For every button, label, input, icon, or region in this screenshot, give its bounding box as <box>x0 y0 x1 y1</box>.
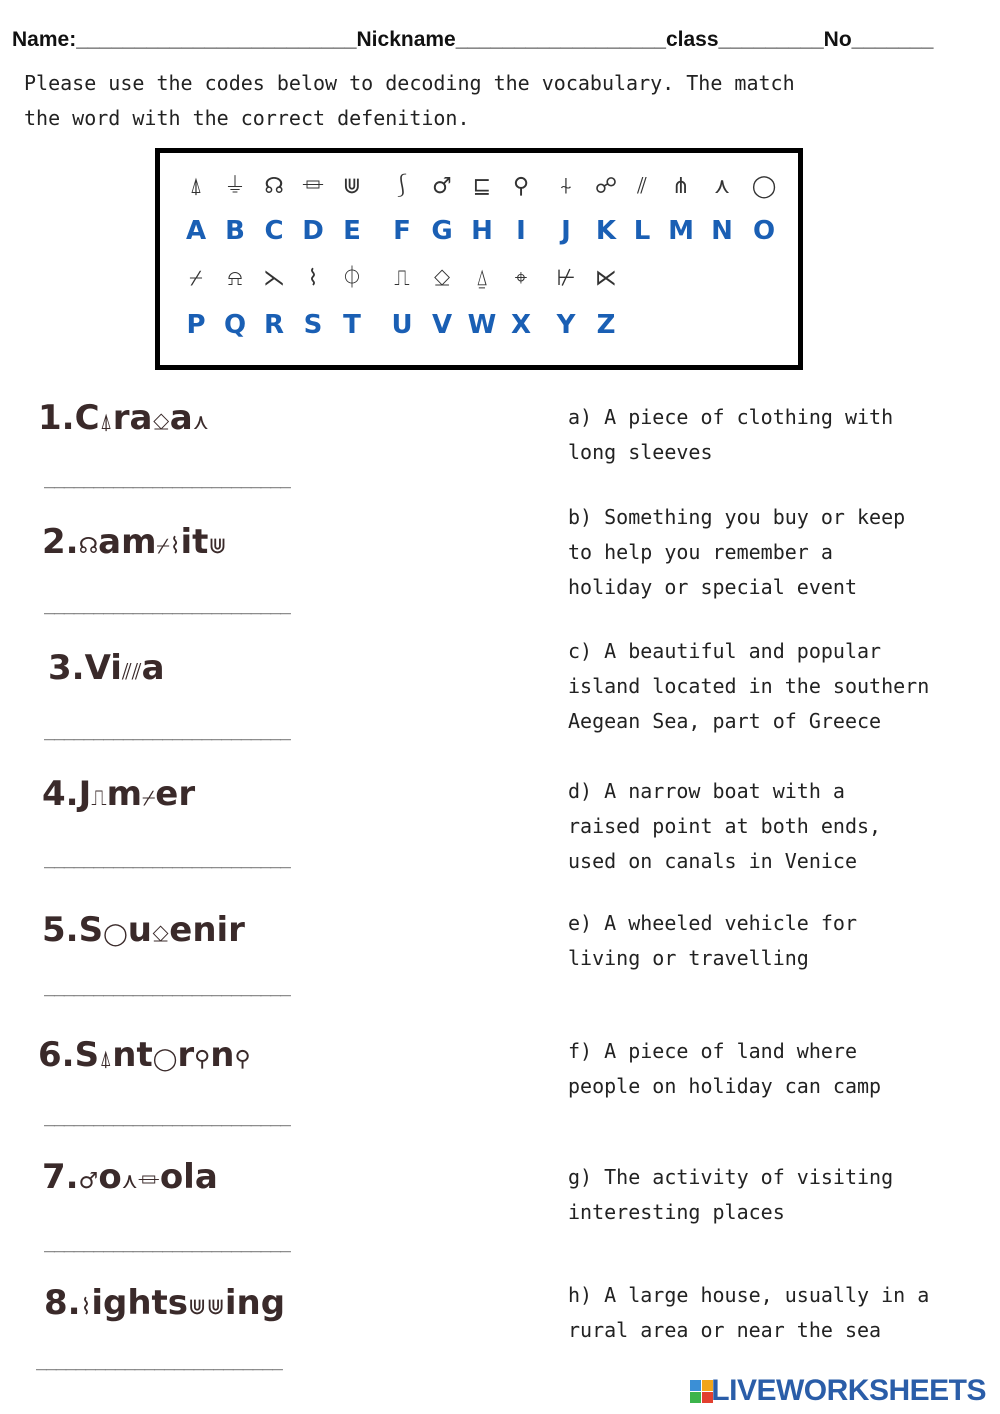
code-letter-3: S <box>303 310 323 340</box>
code-letter-7: H <box>471 216 493 246</box>
answer-blank-6[interactable]: _________________________ <box>44 1106 290 1127</box>
definition-b[interactable] <box>568 500 978 605</box>
code-glyph: ⌿ <box>156 534 170 559</box>
definition-line: d) A narrow boat with a <box>568 779 845 803</box>
definition-line: c) A beautiful and popular <box>568 639 882 663</box>
number-field[interactable]: _______ <box>851 28 934 51</box>
nickname-field[interactable]: __________________ <box>455 28 666 51</box>
answer-blank-1[interactable]: _________________________ <box>44 468 290 489</box>
code-letter-9: J <box>561 216 571 246</box>
answer-blank-8[interactable]: _________________________ <box>36 1350 282 1371</box>
code-letter-0: A <box>185 216 207 246</box>
code-symbol-3: ⌇ <box>307 266 319 291</box>
code-symbol-4: ⏀ <box>340 266 363 291</box>
coded-word-7 <box>42 1157 218 1197</box>
code-glyph: ☊ <box>78 534 99 559</box>
code-letter-6: V <box>431 310 453 340</box>
definition-line: a) A piece of clothing with <box>568 405 894 429</box>
definition-h[interactable] <box>568 1278 978 1348</box>
word-fragment: n <box>210 1035 235 1075</box>
word-number: 8. <box>44 1283 81 1323</box>
definition-line: rural area or near the sea <box>568 1318 882 1342</box>
code-glyph: ⚲ <box>234 1047 251 1072</box>
word-fragment: m <box>106 774 143 814</box>
code-glyph: ⎐ <box>152 410 170 435</box>
word-fragment: a <box>141 648 165 688</box>
definition-line: island located in the southern <box>568 674 930 698</box>
definition-f[interactable] <box>568 1034 978 1104</box>
word-fragment: er <box>155 774 196 814</box>
code-symbol-7: ⍙ <box>475 266 489 291</box>
definition-e[interactable] <box>568 906 978 976</box>
definition-line: long sleeves <box>568 440 713 464</box>
code-letter-4: T <box>343 310 361 340</box>
code-glyph: ⎍ <box>91 786 107 811</box>
word-number: 7. <box>42 1157 79 1197</box>
definition-line: raised point at both ends, <box>568 814 882 838</box>
code-glyph: ⋓⋓ <box>188 1295 225 1320</box>
code-glyph: ⌿ <box>142 786 156 811</box>
code-symbol-12: ⋔ <box>671 174 691 199</box>
word-number: 3. <box>48 648 85 688</box>
word-number: 6. <box>38 1035 75 1075</box>
definition-line: used on canals in Venice <box>568 849 857 873</box>
code-symbol-11: ⫽ <box>637 174 647 199</box>
code-glyph: ⌇ <box>80 1295 92 1320</box>
code-glyph: ⏛ <box>137 1169 160 1194</box>
word-fragment: u <box>127 910 152 950</box>
instructions-line-1: Please use the codes below to decoding the vocabulary. The match <box>24 71 795 95</box>
word-number: 5. <box>42 910 79 950</box>
word-fragment: a <box>169 398 193 438</box>
coded-word-3 <box>48 648 165 688</box>
definition-line: to help you remember a <box>568 540 833 564</box>
code-letter-1: B <box>225 216 245 246</box>
definition-d[interactable] <box>568 774 978 879</box>
code-letter-2: R <box>263 310 285 340</box>
coded-word-4 <box>42 774 195 814</box>
number-label: No <box>823 28 852 51</box>
code-symbol-4: ⋓ <box>342 174 362 199</box>
name-label: Name: <box>12 28 77 51</box>
nickname-label: Nickname <box>356 28 456 51</box>
code-letter-9: Y <box>556 310 576 340</box>
answer-blank-3[interactable]: _________________________ <box>44 720 290 741</box>
definition-line: h) A large house, usually in a <box>568 1283 930 1307</box>
coded-word-5 <box>42 910 245 950</box>
code-letter-14: O <box>752 216 776 246</box>
code-letter-13: N <box>711 216 733 246</box>
code-letter-5: U <box>391 310 413 340</box>
code-letter-11: L <box>633 216 651 246</box>
definition-line: b) Something you buy or keep <box>568 505 906 529</box>
code-glyph: ⌇ <box>169 534 181 559</box>
word-fragment: nt <box>112 1035 153 1075</box>
word-fragment: ights <box>91 1283 189 1323</box>
code-letter-1: Q <box>223 310 247 340</box>
word-fragment: it <box>180 522 209 562</box>
word-fragment: ra <box>112 398 153 438</box>
code-symbol-14: ◯ <box>751 174 777 199</box>
word-fragment: Vi <box>84 648 122 688</box>
answer-blank-7[interactable]: _________________________ <box>44 1232 290 1253</box>
word-fragment: S <box>74 1035 100 1075</box>
code-symbol-6: ♂ <box>432 174 452 199</box>
code-symbol-2: ☊ <box>264 174 284 199</box>
word-fragment: enir <box>169 910 245 950</box>
definition-line: people on holiday can camp <box>568 1074 882 1098</box>
code-symbol-1: ⍾ <box>227 266 243 291</box>
code-symbol-7: ⊑ <box>472 174 492 199</box>
code-key-box <box>155 148 803 370</box>
code-symbol-8: ⚲ <box>512 174 530 199</box>
liveworksheets-brand: LIVEWORKSHEETS <box>711 1374 986 1407</box>
code-symbol-1: ⏚ <box>223 174 246 199</box>
name-field[interactable]: ________________________ <box>76 28 357 51</box>
code-letter-4: E <box>343 216 361 246</box>
word-fragment: C <box>74 398 100 438</box>
code-glyph: ♂ <box>78 1169 99 1194</box>
coded-word-8 <box>44 1283 285 1323</box>
class-label: class <box>665 28 719 51</box>
code-letter-8: I <box>516 216 526 246</box>
definition-line: e) A wheeled vehicle for <box>568 911 857 935</box>
code-glyph: ◯ <box>103 922 128 947</box>
code-symbol-6: ⎐ <box>433 266 451 291</box>
definition-line: g) The activity of visiting <box>568 1165 894 1189</box>
code-symbol-13: ⋏ <box>713 174 731 199</box>
answer-blank-4[interactable]: _________________________ <box>44 848 290 869</box>
code-glyph: ◯ <box>152 1047 178 1072</box>
class-field[interactable]: _________ <box>718 28 824 51</box>
word-number: 4. <box>42 774 79 814</box>
definition-line: f) A piece of land where <box>568 1039 857 1063</box>
word-fragment: r <box>177 1035 195 1075</box>
student-info-header <box>12 28 992 52</box>
coded-word-2 <box>42 522 227 562</box>
definition-c[interactable] <box>568 634 978 739</box>
code-glyph: ⋏ <box>192 410 209 435</box>
code-symbol-9: ⍭ <box>559 174 573 199</box>
word-number: 1. <box>38 398 75 438</box>
code-letter-10: K <box>595 216 617 246</box>
code-letter-10: Z <box>596 310 616 340</box>
code-glyph: ⎐ <box>151 922 170 947</box>
word-fragment: S <box>78 910 104 950</box>
coded-word-6 <box>38 1035 251 1075</box>
code-letter-3: D <box>302 216 324 246</box>
code-symbol-9: ⊬ <box>556 266 576 291</box>
code-symbol-0: ⌿ <box>189 266 203 291</box>
definition-line: interesting places <box>568 1200 785 1224</box>
code-symbol-8: ⌖ <box>514 266 528 291</box>
coded-word-1 <box>38 398 209 438</box>
word-fragment: am <box>98 522 157 562</box>
instructions-line-2: the word with the correct defenition. <box>24 106 470 130</box>
word-fragment: o <box>98 1157 122 1197</box>
code-symbol-5: ⎍ <box>394 266 410 291</box>
code-glyph: ⫽⫽ <box>121 660 142 685</box>
code-symbol-10: ☍ <box>594 174 618 199</box>
code-symbol-10: ⋉ <box>595 266 617 291</box>
definition-a[interactable] <box>568 400 978 470</box>
code-glyph: ⍋ <box>99 410 113 435</box>
code-symbol-3: ⏛ <box>301 174 324 199</box>
definition-line: holiday or special event <box>568 575 857 599</box>
word-fragment: ing <box>224 1283 286 1323</box>
code-glyph: ⋏ <box>121 1169 138 1194</box>
word-fragment: J <box>78 774 92 814</box>
code-row-1-letters <box>160 211 800 251</box>
code-row-2-symbols <box>160 259 800 299</box>
code-glyph: ⍋ <box>99 1047 113 1072</box>
code-letter-6: G <box>431 216 453 246</box>
code-letter-5: F <box>393 216 411 246</box>
code-letter-8: X <box>510 310 532 340</box>
code-row-2-letters <box>160 305 800 345</box>
code-row-1-symbols <box>160 167 800 207</box>
code-letter-2: C <box>264 216 284 246</box>
instructions <box>24 66 844 136</box>
definition-g[interactable] <box>568 1160 978 1230</box>
definition-line: Aegean Sea, part of Greece <box>568 709 882 733</box>
code-symbol-5: ⎰ <box>390 174 413 199</box>
code-glyph: ⚲ <box>194 1047 211 1072</box>
code-letter-12: M <box>668 216 694 246</box>
word-fragment: ola <box>159 1157 218 1197</box>
code-symbol-0: ⍋ <box>189 174 203 199</box>
word-number: 2. <box>42 522 79 562</box>
code-glyph: ⋓ <box>208 534 227 559</box>
definition-line: living or travelling <box>568 946 809 970</box>
code-symbol-2: ⋋ <box>263 266 285 291</box>
code-letter-7: W <box>467 310 497 340</box>
answer-blank-5[interactable]: _________________________ <box>44 976 290 997</box>
answer-blank-2[interactable]: _________________________ <box>44 594 290 615</box>
code-letter-0: P <box>186 310 206 340</box>
